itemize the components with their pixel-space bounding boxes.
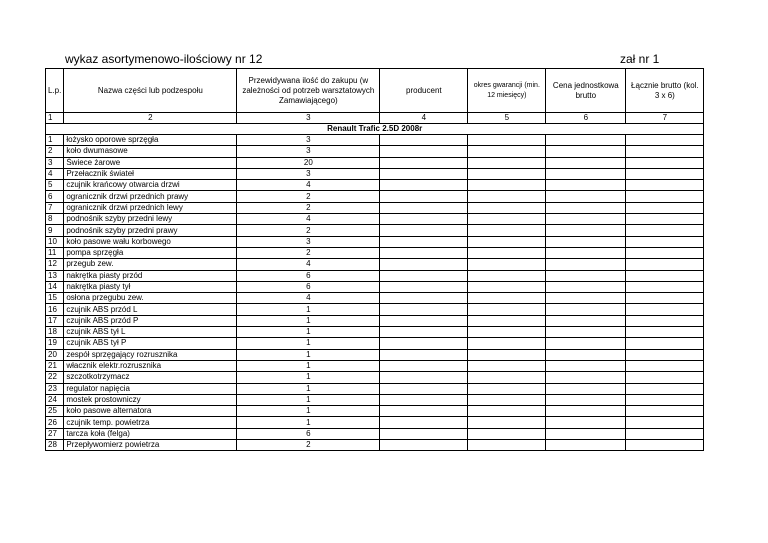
unit-price-cell xyxy=(546,304,626,315)
quantity: 20 xyxy=(237,157,380,168)
unit-price-cell xyxy=(546,225,626,236)
col-header-producer: producent xyxy=(380,69,468,113)
row-number: 17 xyxy=(46,315,64,326)
part-name: osłona przegubu zew. xyxy=(64,293,237,304)
producer-cell xyxy=(380,259,468,270)
warranty-cell xyxy=(468,440,546,451)
warranty-cell xyxy=(468,360,546,371)
producer-cell xyxy=(380,440,468,451)
column-number: 6 xyxy=(546,113,626,124)
total-cell xyxy=(626,180,704,191)
total-cell xyxy=(626,146,704,157)
part-name: Przełacznik świateł xyxy=(64,168,237,179)
part-name: ogranicznik drzwi przednich lewy xyxy=(64,202,237,213)
unit-price-cell xyxy=(546,168,626,179)
quantity: 1 xyxy=(237,327,380,338)
table-row xyxy=(46,259,704,270)
unit-price-cell xyxy=(546,383,626,394)
producer-cell xyxy=(380,270,468,281)
warranty-cell xyxy=(468,135,546,146)
quantity: 2 xyxy=(237,440,380,451)
producer-cell xyxy=(380,293,468,304)
col-header-unit-price: Cena jednostkowa brutto xyxy=(546,69,626,113)
row-number: 7 xyxy=(46,202,64,213)
table-row xyxy=(46,327,704,338)
warranty-cell xyxy=(468,270,546,281)
total-cell xyxy=(626,270,704,281)
unit-price-cell xyxy=(546,394,626,405)
row-number: 25 xyxy=(46,406,64,417)
total-cell xyxy=(626,304,704,315)
total-cell xyxy=(626,225,704,236)
table-row xyxy=(46,157,704,168)
quantity: 1 xyxy=(237,349,380,360)
unit-price-cell xyxy=(546,349,626,360)
part-name: łożysko oporowe sprzęgła xyxy=(64,135,237,146)
producer-cell xyxy=(380,315,468,326)
unit-price-cell xyxy=(546,360,626,371)
column-number: 3 xyxy=(237,113,380,124)
quantity: 4 xyxy=(237,259,380,270)
unit-price-cell xyxy=(546,247,626,258)
total-cell xyxy=(626,135,704,146)
col-header-total: Łącznie brutto (kol. 3 x 6) xyxy=(626,69,704,113)
quantity: 6 xyxy=(237,281,380,292)
quantity: 2 xyxy=(237,191,380,202)
unit-price-cell xyxy=(546,327,626,338)
part-name: podnośnik szyby przedni prawy xyxy=(64,225,237,236)
unit-price-cell xyxy=(546,428,626,439)
row-number: 26 xyxy=(46,417,64,428)
col-header-warranty: okres gwarancji (min. 12 miesięcy) xyxy=(468,69,546,113)
unit-price-cell xyxy=(546,214,626,225)
part-name: przegub zew. xyxy=(64,259,237,270)
warranty-cell xyxy=(468,157,546,168)
part-name: Przepływomierz powietrza xyxy=(64,440,237,451)
producer-cell xyxy=(380,168,468,179)
warranty-cell xyxy=(468,202,546,213)
unit-price-cell xyxy=(546,406,626,417)
table-row xyxy=(46,191,704,202)
row-number: 24 xyxy=(46,394,64,405)
producer-cell xyxy=(380,372,468,383)
table-row xyxy=(46,293,704,304)
unit-price-cell xyxy=(546,180,626,191)
producer-cell xyxy=(380,281,468,292)
row-number: 6 xyxy=(46,191,64,202)
row-number: 23 xyxy=(46,383,64,394)
row-number: 11 xyxy=(46,247,64,258)
part-name: szczotkotrzymacz xyxy=(64,372,237,383)
table-row xyxy=(46,383,704,394)
part-name: koło pasowe wału korbowego xyxy=(64,236,237,247)
row-number: 12 xyxy=(46,259,64,270)
row-number: 14 xyxy=(46,281,64,292)
table-row xyxy=(46,146,704,157)
warranty-cell xyxy=(468,259,546,270)
producer-cell xyxy=(380,360,468,371)
header-row xyxy=(46,69,704,113)
table-row xyxy=(46,428,704,439)
part-name: mostek prostowniczy xyxy=(64,394,237,405)
column-number: 2 xyxy=(64,113,237,124)
row-number: 15 xyxy=(46,293,64,304)
part-name: tarcza koła (felga) xyxy=(64,428,237,439)
part-name: Świece żarowe xyxy=(64,157,237,168)
column-number: 5 xyxy=(468,113,546,124)
unit-price-cell xyxy=(546,440,626,451)
quantity: 1 xyxy=(237,338,380,349)
warranty-cell xyxy=(468,293,546,304)
producer-cell xyxy=(380,417,468,428)
warranty-cell xyxy=(468,315,546,326)
row-number: 21 xyxy=(46,360,64,371)
total-cell xyxy=(626,281,704,292)
unit-price-cell xyxy=(546,315,626,326)
warranty-cell xyxy=(468,304,546,315)
unit-price-cell xyxy=(546,372,626,383)
row-number: 2 xyxy=(46,146,64,157)
unit-price-cell xyxy=(546,236,626,247)
producer-cell xyxy=(380,225,468,236)
quantity: 6 xyxy=(237,428,380,439)
row-number: 9 xyxy=(46,225,64,236)
warranty-cell xyxy=(468,372,546,383)
row-number: 19 xyxy=(46,338,64,349)
table-row xyxy=(46,440,704,451)
table-row xyxy=(46,247,704,258)
unit-price-cell xyxy=(546,202,626,213)
producer-cell xyxy=(380,338,468,349)
producer-cell xyxy=(380,202,468,213)
unit-price-cell xyxy=(546,417,626,428)
warranty-cell xyxy=(468,338,546,349)
table-row xyxy=(46,304,704,315)
quantity: 3 xyxy=(237,135,380,146)
row-number: 20 xyxy=(46,349,64,360)
producer-cell xyxy=(380,428,468,439)
row-number: 3 xyxy=(46,157,64,168)
producer-cell xyxy=(380,406,468,417)
total-cell xyxy=(626,338,704,349)
total-cell xyxy=(626,259,704,270)
table-row xyxy=(46,349,704,360)
part-name: czujnik ABS tył P xyxy=(64,338,237,349)
table-row xyxy=(46,406,704,417)
total-cell xyxy=(626,327,704,338)
total-cell xyxy=(626,349,704,360)
warranty-cell xyxy=(468,383,546,394)
warranty-cell xyxy=(468,225,546,236)
warranty-cell xyxy=(468,327,546,338)
quantity: 3 xyxy=(237,236,380,247)
warranty-cell xyxy=(468,394,546,405)
part-name: włacznik elektr.rozrusznika xyxy=(64,360,237,371)
row-number: 5 xyxy=(46,180,64,191)
quantity: 2 xyxy=(237,247,380,258)
section-title: Renault Trafic 2.5D 2008r xyxy=(46,124,704,135)
total-cell xyxy=(626,214,704,225)
warranty-cell xyxy=(468,146,546,157)
table-row xyxy=(46,417,704,428)
total-cell xyxy=(626,417,704,428)
row-number: 27 xyxy=(46,428,64,439)
total-cell xyxy=(626,406,704,417)
producer-cell xyxy=(380,349,468,360)
table-row xyxy=(46,281,704,292)
table-row xyxy=(46,202,704,213)
unit-price-cell xyxy=(546,146,626,157)
total-cell xyxy=(626,236,704,247)
unit-price-cell xyxy=(546,270,626,281)
warranty-cell xyxy=(468,281,546,292)
quantity: 3 xyxy=(237,146,380,157)
quantity: 4 xyxy=(237,180,380,191)
part-name: czujnik temp. powietrza xyxy=(64,417,237,428)
part-name: ogranicznik drzwi przednich prawy xyxy=(64,191,237,202)
total-cell xyxy=(626,247,704,258)
producer-cell xyxy=(380,135,468,146)
part-name: czujnik krańcowy otwarcia drzwi xyxy=(64,180,237,191)
quantity: 1 xyxy=(237,360,380,371)
warranty-cell xyxy=(468,349,546,360)
table-row xyxy=(46,168,704,179)
warranty-cell xyxy=(468,236,546,247)
col-header-quantity: Przewidywana ilość do zakupu (w zależności od potrzeb warsztatowych Zamawiającego) xyxy=(237,69,380,113)
quantity: 2 xyxy=(237,225,380,236)
producer-cell xyxy=(380,157,468,168)
warranty-cell xyxy=(468,180,546,191)
producer-cell xyxy=(380,247,468,258)
warranty-cell xyxy=(468,406,546,417)
part-name: nakrętka piasty tył xyxy=(64,281,237,292)
section-row xyxy=(46,124,704,135)
part-name: nakrętka piasty przód xyxy=(64,270,237,281)
unit-price-cell xyxy=(546,157,626,168)
part-name: podnośnik szyby przedni lewy xyxy=(64,214,237,225)
total-cell xyxy=(626,360,704,371)
producer-cell xyxy=(380,304,468,315)
unit-price-cell xyxy=(546,191,626,202)
quantity: 1 xyxy=(237,394,380,405)
quantity: 2 xyxy=(237,202,380,213)
part-name: koło pasowe alternatora xyxy=(64,406,237,417)
total-cell xyxy=(626,157,704,168)
column-number: 7 xyxy=(626,113,704,124)
unit-price-cell xyxy=(546,135,626,146)
warranty-cell xyxy=(468,191,546,202)
quantity: 1 xyxy=(237,383,380,394)
part-name: koło dwumasowe xyxy=(64,146,237,157)
unit-price-cell xyxy=(546,281,626,292)
row-number: 4 xyxy=(46,168,64,179)
row-number: 8 xyxy=(46,214,64,225)
table-row xyxy=(46,315,704,326)
column-number-row xyxy=(46,113,704,124)
warranty-cell xyxy=(468,247,546,258)
total-cell xyxy=(626,202,704,213)
col-header-lp: L.p. xyxy=(46,69,64,113)
assortment-table xyxy=(45,68,704,451)
producer-cell xyxy=(380,327,468,338)
unit-price-cell xyxy=(546,259,626,270)
quantity: 1 xyxy=(237,372,380,383)
quantity: 4 xyxy=(237,293,380,304)
attachment-label: zał nr 1 xyxy=(620,52,660,66)
part-name: czujnik ABS tył L xyxy=(64,327,237,338)
row-number: 10 xyxy=(46,236,64,247)
part-name: czujnik ABS przód L xyxy=(64,304,237,315)
row-number: 1 xyxy=(46,135,64,146)
table-row xyxy=(46,236,704,247)
table-row xyxy=(46,225,704,236)
total-cell xyxy=(626,383,704,394)
producer-cell xyxy=(380,383,468,394)
total-cell xyxy=(626,293,704,304)
table-row xyxy=(46,214,704,225)
warranty-cell xyxy=(468,168,546,179)
total-cell xyxy=(626,428,704,439)
unit-price-cell xyxy=(546,293,626,304)
quantity: 4 xyxy=(237,214,380,225)
col-header-name: Nazwa części lub podzespołu xyxy=(64,69,237,113)
warranty-cell xyxy=(468,214,546,225)
table-row xyxy=(46,360,704,371)
warranty-cell xyxy=(468,428,546,439)
part-name: zespół sprzęgający rozrusznika xyxy=(64,349,237,360)
producer-cell xyxy=(380,214,468,225)
unit-price-cell xyxy=(546,338,626,349)
producer-cell xyxy=(380,236,468,247)
table-row xyxy=(46,372,704,383)
row-number: 13 xyxy=(46,270,64,281)
table-row xyxy=(46,338,704,349)
total-cell xyxy=(626,315,704,326)
part-name: pompa sprzęgła xyxy=(64,247,237,258)
table-row xyxy=(46,180,704,191)
table-row xyxy=(46,394,704,405)
quantity: 1 xyxy=(237,315,380,326)
producer-cell xyxy=(380,146,468,157)
quantity: 3 xyxy=(237,168,380,179)
producer-cell xyxy=(380,394,468,405)
column-number: 4 xyxy=(380,113,468,124)
quantity: 1 xyxy=(237,406,380,417)
table-row xyxy=(46,135,704,146)
producer-cell xyxy=(380,180,468,191)
total-cell xyxy=(626,394,704,405)
quantity: 1 xyxy=(237,417,380,428)
row-number: 18 xyxy=(46,327,64,338)
total-cell xyxy=(626,191,704,202)
warranty-cell xyxy=(468,417,546,428)
total-cell xyxy=(626,168,704,179)
part-name: czujnik ABS przód P xyxy=(64,315,237,326)
row-number: 16 xyxy=(46,304,64,315)
producer-cell xyxy=(380,191,468,202)
quantity: 6 xyxy=(237,270,380,281)
total-cell xyxy=(626,372,704,383)
row-number: 22 xyxy=(46,372,64,383)
part-name: regulator napięcia xyxy=(64,383,237,394)
column-number: 1 xyxy=(46,113,64,124)
total-cell xyxy=(626,440,704,451)
sheet-title: wykaz asortymenowo-ilościowy nr 12 xyxy=(65,52,263,66)
table-row xyxy=(46,270,704,281)
row-number: 28 xyxy=(46,440,64,451)
quantity: 1 xyxy=(237,304,380,315)
